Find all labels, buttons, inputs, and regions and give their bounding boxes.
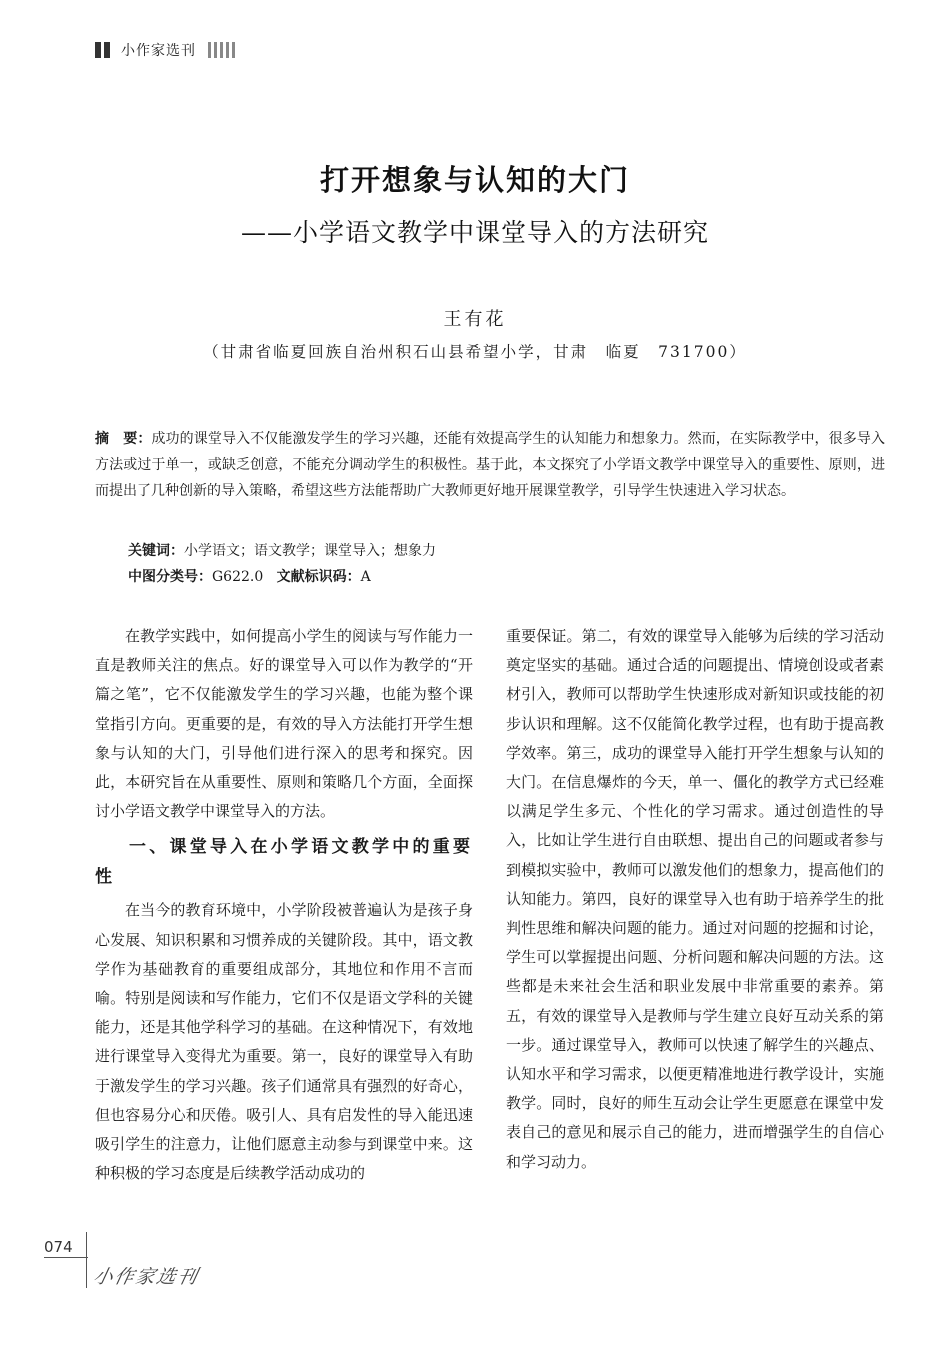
header-stripe-icon <box>226 42 229 58</box>
journal-name: 小作家选刊 <box>121 43 196 59</box>
running-header <box>95 40 238 60</box>
keywords <box>128 538 436 564</box>
keywords-text: 小学语文；语文教学；课堂导入；想象力 <box>184 543 436 559</box>
paragraph: 重要保证。第二，有效的课堂导入能够为后续的学习活动奠定坚实的基础。通过合适的问题提出、情境创设或者素材引入，教师可以帮助学生快速形成对新知识或技能的初步认识和理解。这不仅能简化教学过程，也有助于提高教学效率。第三，成功的课堂导入能打开学生想象与认知的大门。在信息爆炸的今天，单一、僵化的教学方式已经难以满足学生多元、个性化的学习需求。通过创造性的导入，比如让学生进行自由联想、提出自己的问题或者参与到模拟实验中，教师可以激发他们的想象力，提高他们的认知能力。第四，良好的课堂导入也有助于培养学生的批判性思维和解决问题的能力。通过对问题的挖掘和讨论，学生可以掌握提出问题、分析问题和解决问题的方法。这些都是未来社会生活和职业发展中非常重要的素养。第五，有效的课堂导入是教师与学生建立良好互动关系的第一步。通过课堂导入，教师可以快速了解学生的兴趣点、认知水平和学习需求，以便更精准地进行教学设计，实施教学。同时，良好的师生互动会让学生更愿意在课堂中发表自己的意见和展示自己的能力，进而增强学生的自信心和学习动力。 <box>506 627 884 1171</box>
abstract <box>95 426 885 504</box>
article-title: 打开想象与认知的大门 <box>319 163 630 197</box>
section-heading: 一、课堂导入在小学语文教学中的重要性 <box>95 837 473 888</box>
header-stripe-icon <box>214 42 217 58</box>
header-stripe-icon <box>208 42 211 58</box>
keywords-label: 关键词： <box>128 543 184 559</box>
header-stripe-icon <box>220 42 223 58</box>
footer-divider <box>86 1232 87 1288</box>
page-number: 074 <box>44 1238 73 1256</box>
article-subtitle: ——小学语文教学中课堂导入的方法研究 <box>240 218 709 247</box>
author-affiliation: （甘肃省临夏回族自治州积石山县希望小学，甘肃 临夏 731700） <box>203 343 747 361</box>
abstract-label: 摘 要： <box>95 431 152 447</box>
header-bar-icon <box>95 42 101 58</box>
paragraph: 在当今的教育环境中，小学阶段被普遍认为是孩子身心发展、知识积累和习惯养成的关键阶段。其中，语文教学作为基础教育的重要组成部分，其地位和作用不言而喻。特别是阅读和写作能力，它们不仅是语文学科的关键能力，还是其他学科学习的基础。在这种情况下，有效地进行课堂导入变得尤为重要。第一，良好的课堂导入有助于激发学生的学习兴趣。孩子们通常具有强烈的好奇心，但也容易分心和厌倦。吸引人、具有启发性的导入能迅速吸引学生的注意力，让他们愿意主动参与到课堂中来。这种积极的学习态度是后续教学活动成功的 <box>95 901 473 1183</box>
abstract-text: 成功的课堂导入不仅能激发学生的学习兴趣，还能有效提高学生的认知能力和想象力。然而，在实际教学中，很多导入方法或过于单一，或缺乏创意，不能充分调动学生的积极性。基于此，本文探究了小学语文教学中课堂导入的重要性、原则，进而提出了几种创新的导入策略，希望这些方法能帮助广大教师更好地开展课堂教学，引导学生快速进入学习状态。 <box>95 431 885 499</box>
footer-rule <box>44 1257 88 1258</box>
doc-code-label: 文献标识码： <box>276 569 361 585</box>
doc-code-value: A <box>360 569 371 585</box>
clc-value: G622.0 <box>212 569 264 585</box>
journal-logo: 小作家选刊 <box>91 1266 202 1288</box>
clc-label: 中图分类号： <box>128 569 212 585</box>
classification <box>128 564 371 590</box>
header-stripe-icon <box>232 42 235 58</box>
body-right-column <box>506 622 884 1177</box>
paragraph: 在教学实践中，如何提高小学生的阅读与写作能力一直是教师关注的焦点。好的课堂导入可以作为教学的“开篇之笔”，它不仅能激发学生的学习兴趣，也能为整个课堂指引方向。更重要的是，有效的导入方法能打开学生想象与认知的大门，引导他们进行深入的思考和探究。因此，本研究旨在从重要性、原则和策略几个方面，全面探讨小学语文教学中课堂导入的方法。 <box>95 627 473 821</box>
header-bar-icon <box>104 42 110 58</box>
body-left-column <box>95 622 473 1188</box>
author-name: 王有花 <box>443 309 507 330</box>
